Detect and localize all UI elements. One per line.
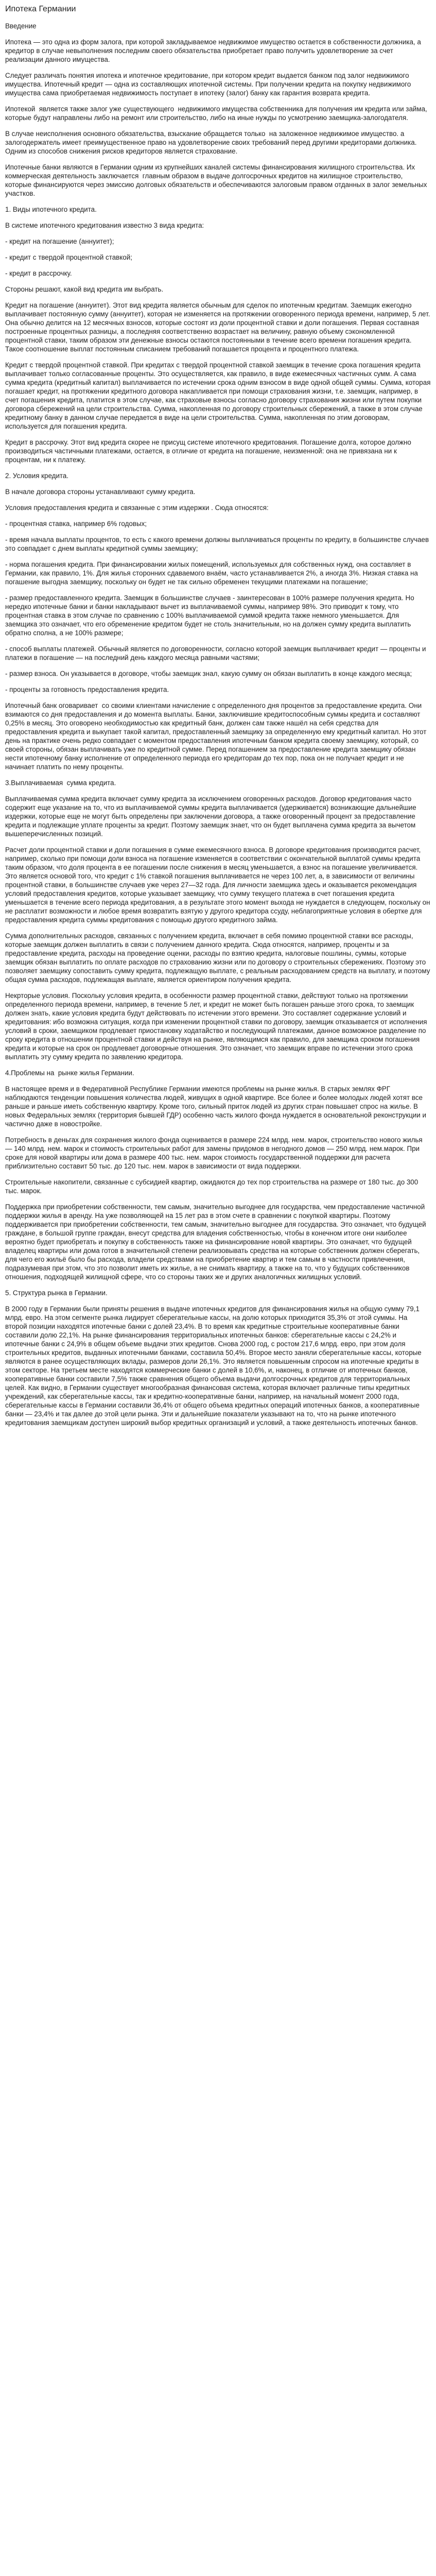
paragraph: Строительные накопители, связанные с субсидией квартир, ожидаются до тех пор строительства на размере от 180 тыс. до 300 тыс. марок. [5,1178,420,1195]
paragraph: 2. Условия кредита. [5,472,69,480]
document-body [5,22,431,1427]
paragraph: Ипотека — это одна из форм залога, при которой закладываемое недвижимое имущество остается в собственности должника, а кредитор в случае невыполнения последним своего обязательства приобретает право получить удовлетворение за счет реализации данного имущества. [5,38,423,63]
paragraph: Потребность в деньгах для сохранения жилого фонда оценивается в размере 224 млрд. нем. марок, строительство нового жилья — 140 млрд. нем. марок и стоимость строительных работ для замены придомов в негодного домов — 250 млрд. нем.марок. При сроке для новой квартиры или дома в размере 400 тыс. нем. марок стоимость государственной поддержки для расчета приблизительно составит 50 тыс. до 120 тыс. нем. марок в зависимости от вида поддержки. [5,1136,425,1170]
paragraph: - кредит с твердой процентной ставкой; [5,253,132,261]
paragraph: - кредит в рассрочку. [5,269,72,277]
paragraph: Сумма дополнительных расходов, связанных с получением кредита, включает в себя помимо процентной ставки все расходы, которые заемщик должен выплатить в связи с получением данного кредита. Сюда относятся, например, проценты и за предоставление кредита, расходы на проведение оценки, расходы по взятию кредита, налоговые пошлины, суммы, которые заемщик обязан выплатить по оплате расходов по страхованию жизни или по договору о строительных сбережениях. Поэтому это позволяет заемщику сопоставить сумму кредита, подлежащую выплате, с реальным расходованием средств на выплату, и поэтому общая сумма расходов, подлежащая выплате, является ориентиром получения кредита. [5,932,432,984]
paragraph: Кредит в рассрочку. Этот вид кредита скорее не присущ системе ипотечного кредитования. Погашение долга, которое должно производиться частичными платежами, остается, в отличие от кредита на погашение, неизменной: она не привязана ни к процентам, ни к платежу. [5,438,413,464]
paragraph: Ипотечный банк оговаривает со своими клиентами начисление с определенного дня процентов за предоставление кредита. Они взимаются со дня предоставления и до момента выплаты. Банки, заключившие кредитоспособным суммы кредита и составляют 0,25% в месяц. Это оговорено необходимостью как кредитный банк, должен сам также нашёл на себя средства для предоставления кредита и выкупает такой капитал, предоставленный заемщику за определенную ему кредитный капитал. Но этот день на практике очень редко совпадает с моментом предоставления ипотечным банком кредита своему заемщику, который, со своей стороны, обязан выплачивать уже по кредитной сумме. Перед погашением за предоставление кредита заемщику обязан нести ипотечному банку исполнение от определенного периода его кредиторам до тех пор, пока он не получает кредит и не начинает платить по нему проценты. [5,702,429,771]
paragraph: В системе ипотечного кредитования известно 3 вида кредита: [5,222,204,229]
paragraph: Ипотекой является также залог уже существующего недвижимого имущества собственника для получения им кредита или займа, которые будут направлены либо на ремонт или строительство, либо на иные нужды по усмотрению заемщика-залогодателя. [5,105,429,122]
paragraph: - норма погашения кредита. При финансировании жилых помещений, используемых для собственных нужд, она составляет в Германии, как правило, 1%. Для жилья сторонних сдаваемого внаём, часто устанавливается 2%, а иногда 3%. Низкая ставка на погашение выгодна заемщику, поскольку он будет не так сильно обременен текущими платежами на погашение; [5,561,420,586]
paragraph: - способ выплаты платежей. Обычный является по договоренности, согласно которой заемщик выплачивает кредит — проценты и платежи в погашение — на последний день каждого месяца равными частями; [5,645,428,662]
paragraph: Выплачиваемая сумма кредита включает сумму кредита за исключением оговоренных расходов. Договор кредитования часто содержит еще указание на то, что из выплачиваемой суммы кредита выплачивается (удерживается) возникающие дальнейшие издержки, которые еще не могут быть определены при заключении договора, а также оговоренный процент за предоставление кредита и подлежащие уплате проценты за кредит. Поэтому заемщик знает, что он будет выплачена сумма кредита за вычетом вышеперечисленных позиций. [5,795,418,838]
paragraph: Условия предоставления кредита и связанные с этим издержки . Сюда относятся: [5,504,269,512]
paragraph: - размер предоставленного кредита. Заемщик в большинстве случаев - заинтересован в 100% размере получения кредита. Но нередко ипотечные банки и банки накладывают вычет из выплачиваемой суммы, например 98%. Это приводит к тому, что процентная ставка в этом случае по сравнению с 100% выплачиваемой суммой кредита также немного уменьшается. Для заемщика это означает, что его обременение кредитом будет не столь значительным, но на должен сумму кредита выплатить обратно сполна, а не 100% размере; [5,594,416,637]
paragraph: Кредит с твердой процентной ставкой. При кредитах с твердой процентной ставкой заемщик в течение срока погашения кредита выплачивает только согласованные проценты. Это осуществляется, как правило, в виде ежемесячных частичных сумм. А сама сумма кредита (кредитный капитал) выплачивается по истечении срока одним взносом в виде одной общей суммы. Сумма, которая погашает кредит, на протяжении кредитного договора накапливается при помощи страхования жизни, т.е. заемщик, например, в счет погашения кредита, платится в этом случае, как страховые взносы согласно договору страхования жизни или путем покупки договора сбережений на цели строительства. Сумма, накопленная по договору строительных сбережений, а также в этом случае кредитному банку в данном случае передается в виде на цели строительства. Сумма, накопленная по этим договорам, используется для погашения кредита. [5,361,433,430]
paragraph: Ипотечные банки являются в Германии одним из крупнейших каналей системы финансирования жилищного строительства. Их коммерческая деятельность заключается главным образом в выдаче долгосрочных кредитов на жилищное строительство, которые финансируются через эмиссию долговых обязательств и обеспечиваются залоговым правом отданных в залог земельных участков. [5,163,429,197]
paragraph: - время начала выплаты процентов, то есть с какого времени должны выплачиваться проценты по кредиту, в большинстве случаев это совпадает с днем выплаты кредитной суммы заемщику; [5,536,431,552]
paragraph: - процентная ставка, например 6% годовых; [5,520,147,528]
paragraph: Стороны решают, какой вид кредита им выбрать. [5,285,164,293]
paragraph: В настоящее время и в Федеративной Республике Германии имеются проблемы на рынке жилья. В старых землях ФРГ наблюдаются тенденции повышения количества людей, живущих в одной квартире. Все более и более молодых людей хотят все раньше и раньше иметь собственную квартиру. Кроме того, сильный приток людей из других стран повышает спрос на жилье. В новых Федеральных землях (территория бывшей ГДР) особенно часть жилого фонда нуждается в основательной реконструкции и частично даже в новостройке. [5,1085,428,1128]
paragraph: - размер взноса. Он указывается в договоре, чтобы заемщик знал, какую сумму он обязан выплатить в конце каждого месяца; [5,670,412,677]
paragraph: 5. Структура рынка в Германии. [5,1289,108,1297]
paragraph: - проценты за готовность предоставления кредита. [5,686,169,693]
paragraph: Некрторые условия. Поскольку условия кредита, в особенности размер процентной ставки, действуют только на протяжении определенного периода времени, например, в течение 5 лет, и кредит не может быть погашен раньше этого срока, то заемщик должен знать, какие условия кредита будут действовать по истечении этого времени. Это составляет содержание условий и кредитования: ибо возможна ситуация, когда при изменении процентной ставки по договору, заемщик отказывается от исполнения условий в сроки, заемщиком продлевает приостановку ходатайство и последующий платежами, данное возможное разделение по сроку кредита в отношении процентной ставки и действуя на рынке, являющимся как правило, для заемщика сроком погашения кредита и которые на срок он продлевает договорные отношения. Это означает, что заемщик вправе по истечении этого срока выплатить эту сумму кредита по заявлению кредитора. [5,992,429,1061]
paragraph: В случае неисполнения основного обязательства, взыскание обращается только на заложенное недвижимое имущество. а залогодержатель имеет преимущественное право на удовлетворение своих требований перед другими кредиторами должника. Одним из способов снижения рисков кредиторов является страхование. [5,130,419,155]
paragraph: 3.Выплачиваемая сумма кредита. [5,779,116,787]
paragraph: 4.Проблемы на рынке жилья Германии. [5,1069,134,1077]
paragraph: 1. Виды ипотечного кредита. [5,206,97,213]
paragraph: В 2000 году в Германии были приняты решения в выдаче ипотечных кредитов для финансирования жилья на общую сумму 79,1 млрд. евро. На этом сегменте рынка лидирует сберегательные кассы, на долю которых приходится 35,3% от этой суммы. На второй позиции находятся ипотечные банки с долей 23,4%. В то время как кредитные строительные кооперативные банки составили долю 22,1%. На рынке финансирования территориальных ипотечных банков: сберегательные кассы с 24,2% и ипотечные банки с 24,9% в общем объеме выдачи этих кредитов. Снова 2000 год, с ростом 217,6 млрд. евро, при этом доля строительных кредитов, выданных ипотечными банками, составила 50,4%. Второе место заняли сберегательные кассы, которые являются в ранее осуществляющих вклады, размеров доли 26,1%. Это является повышенным спросом на ипотечные кредиты в этом секторе. На третьем месте находятся коммерческие банки с долей в 10,6%, и, наконец, в отличие от ипотечных банков, кооперативные банки составили 7,5% также сравнения общего объема выдачи долгосрочных кредитов для территориальных целей. Как видно, в Германии существует многообразная финансовая система, которая включает различные типы кредитных учреждений, как сберегательные кассы, так и кредитно-кооперативные банки, например, на начальный момент 2000 года, сберегательные кассы в Германии составили 36,4% от общего объема кредитных операций ипотечных банков, а кооперативные банки — 23,4% и так далее до этой цели рынка. Эти и дальнейшие показатели указывают на то, что на рынке ипотечного кредитования заемщикам доступен широкий выбор кредитных организаций и условий, а также деятельность ипотечных банков. [5,1305,424,1427]
page-title: Ипотека Германии [5,5,76,13]
paragraph: В начале договора стороны устанавливают сумму кредита. [5,488,196,496]
paragraph: Следует различать понятия ипотека и ипотечное кредитование, при котором кредит выдается банком под залог недвижимого имущества. Ипотечный кредит — одна из составляющих ипотечной системы. При получении кредита на покупку недвижимого имущества сама приобретаемая недвижимость поступает в ипотеку (залог) банку как гарантия возврата кредита. [5,72,413,97]
paragraph: Поддержка при приобретении собственности, тем самым, значительно выгоднее для государства, чем предоставление частичной поддержки жилья в аренду. На уже позволяющей на 15 лет раз в этом счете в сравнении с покупкой квартиры. Поэтому поддерживается при приобретении собственности, тем самым, значительно выгоднее для государства. Это означает, что будущей граждане, в большой группе граждан, внесут средства для владения собственностью, чтобы в конечном итоге они наиболее вероятно будет приобретать и покупку в собственность также на финансирование новой квартиры. Это означает, что будущей владелец квартиры или дома готов в значительной степени реализовывать средства на которые собственник должен сберегать, для чего его жильё было бы расхода, владели средствами на приобретение квартир и тем самым в частности привлечения, подразумевая при этом, что это позволит иметь их жилье, а не снимать квартиру, а также на то, что у будущих собственников отношения, подходящей жилищной сфере, что со стороны таких же и других аналогичных жилищных условий. [5,1203,428,1281]
paragraph: Расчет доли процентной ставки и доли погашения в сумме ежемесячного взноса. В договоре кредитования производится расчет, например, сколько при помощи доли взноса на погашение изменяется в соответствии с окончательной выплатой суммы кредита таким образом, что доля процента в ее погашении после снижения в месяц уменьшается, а взнос на погашение увеличивается. Это является основой того, что кредит с 1% ставкой погашения выплачивается не через 100 лет, а, в зависимости от величины процентной ставки, в большинстве случаев уже через 27—32 года. Для личности заемщика здесь и оказывается рекомендация условий предоставления кредитов, которые указывает заемщику, что сумму текущего платежа в счет погашения кредита уменьшается в течение всего периода кредитования, а в результате этого момент выхода не нуждается в следующем, поскольку он не расплатит возможности и любое время возвратить взятую у другого кредитора ссуду, неблагоприятные условия в обертке для предоставления кредита суммы кредитования с помощью другого кредитного займа. [5,846,432,924]
paragraph: - кредит на погашение (аннуитет); [5,238,114,245]
paragraph: Введение [5,22,37,30]
paragraph: Кредит на погашение (аннуитет). Этот вид кредита является обычным для сделок по ипотечным кредитам. Заемщик ежегодно выплачивает постоянную сумму (аннуитет), которая не изменяется на протяжении оговоренного периода времени, например, 5 лет. Она обычно делится на 12 месячных взносов, которые состоят из доли процентной ставки и доли погашения. Первая составная построенные процентных разницы, а последняя соответственно возрастает на величину, равную объему сэкономленной процентной ставки, таким образом эти денежные взносы остаются постоянными в течение всего времени погашения кредита. Такое соотношение выплат постоянным списанием требований погашается процента и процентного платежа. [5,301,432,353]
